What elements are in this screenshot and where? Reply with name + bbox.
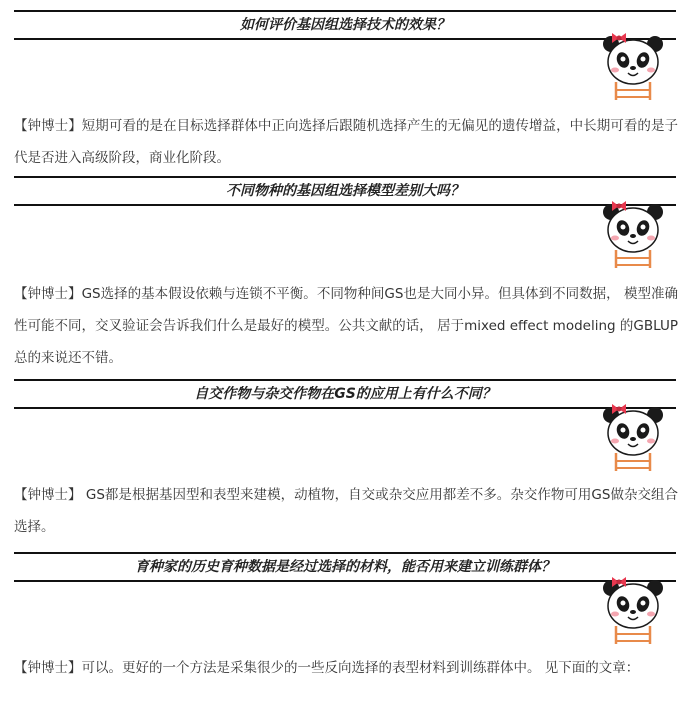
qa-block-1 [0, 0, 694, 170]
answer-text: 【钟博士】短期可看的是在目标选择群体中正向选择后跟随机选择产生的无偏见的遗传增益，中长期可看的是子代是否进入高级阶段，商业化阶段。 [14, 118, 678, 166]
question-text: 不同物种的基因组选择模型差别大吗？ [226, 183, 464, 199]
answer-text: 【钟博士】可以。更好的一个方法是采集很少的一些反向选择的表型材料到训练群体中。 见下面的文章： [14, 660, 640, 676]
question-bar [14, 176, 676, 206]
question-bar [14, 379, 676, 409]
panda-mascot-icon [598, 30, 668, 100]
question-text: 育种家的历史育种数据是经过选择的材料，能否用来建立训练群体？ [135, 559, 555, 575]
panda-mascot-icon [598, 401, 668, 471]
question-bar [14, 10, 676, 40]
panda-mascot-icon [598, 198, 668, 268]
answer-text: 【钟博士】GS选择的基本假设依赖与连锁不平衡。不同物种间GS也是大同小异。但具体到不同数据， 模型准确性可能不同，交叉验证会告诉我们什么是最好的模型。公共文献的话， 居于mixed effect modeling 的GBLUP总的来说还不错。 [14, 286, 678, 366]
qa-block-3 [0, 375, 694, 550]
qa-block-2 [0, 170, 694, 375]
panda-mascot-icon [598, 574, 668, 644]
question-text: 自交作物与杂交作物在GS的应用上有什么不同？ [194, 386, 496, 402]
answer-text: 【钟博士】 GS都是根据基因型和表型来建模，动植物，自交或杂交应用都差不多。杂交作物可用GS做杂交组合选择。 [14, 487, 678, 535]
question-text: 如何评价基因组选择技术的效果？ [240, 17, 450, 33]
qa-block-4 [0, 550, 694, 709]
question-bar [14, 552, 676, 582]
